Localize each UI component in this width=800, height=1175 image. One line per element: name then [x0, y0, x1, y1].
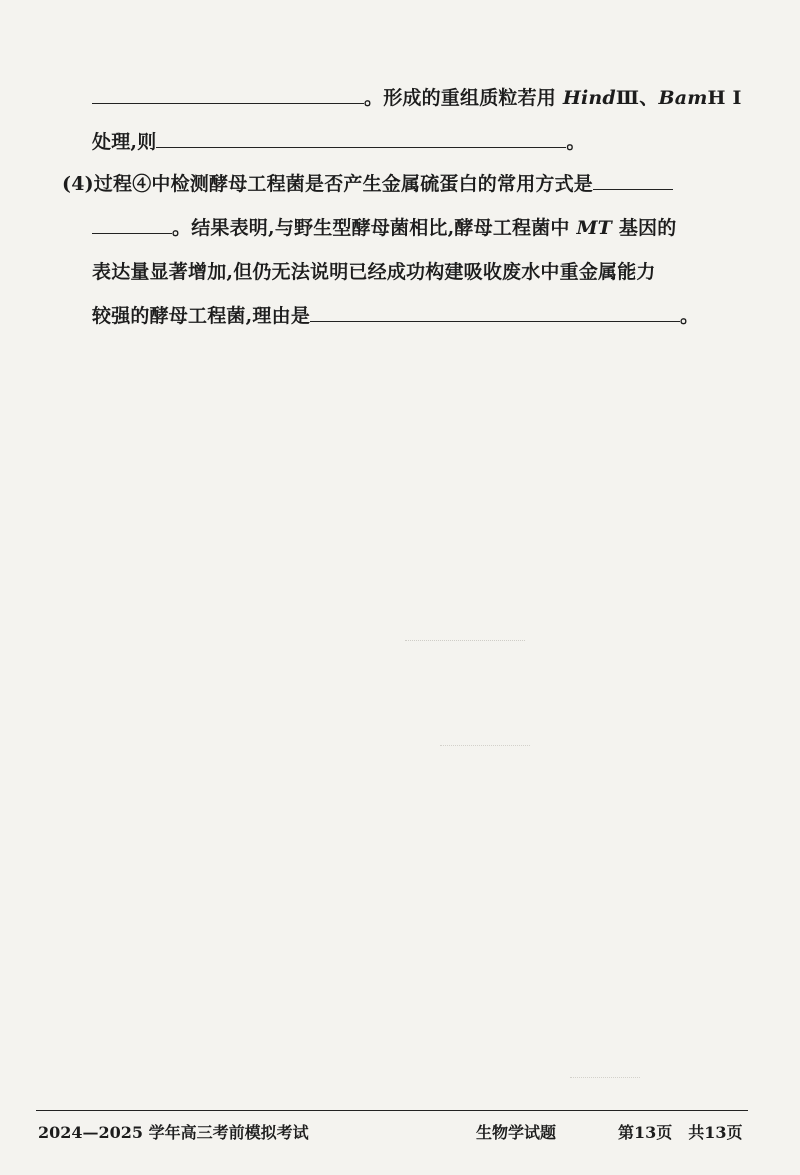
q4-line-4-prefix: 较强的酵母工程菌,理由是	[92, 305, 311, 327]
answer-blank[interactable]	[92, 85, 364, 104]
q3-line-1-text: 。形成的重组质粒若用	[364, 87, 563, 109]
separator: 、	[639, 87, 659, 109]
q4-line-4-suffix: 。	[680, 305, 700, 327]
enzyme-hind-num: Ⅲ	[615, 87, 640, 109]
footer-exam-title: 2024—2025 学年高三考前模拟考试	[38, 1123, 309, 1142]
gene-mt: MT	[576, 217, 613, 239]
q3-line-2-suffix: 。	[566, 131, 586, 153]
answer-blank[interactable]	[593, 171, 673, 190]
q4-line-1-text: (4)过程④中检测酵母工程菌是否产生金属硫蛋白的常用方式是	[62, 173, 594, 195]
q4-line-2	[92, 214, 676, 242]
q4-line-4	[92, 302, 699, 330]
enzyme-bam: Bam	[658, 87, 708, 109]
answer-blank[interactable]	[92, 215, 172, 234]
q3-line-2-prefix: 处理,则	[92, 131, 157, 153]
q4-line-1	[62, 170, 673, 198]
footer-page-number: 第13页 共13页	[618, 1123, 743, 1142]
enzyme-hind: Hind	[562, 87, 616, 109]
q4-line-3-text: 表达量显著增加,但仍无法说明已经成功构建吸收废水中重金属能力	[92, 261, 656, 283]
footer-subject: 生物学试题	[476, 1123, 557, 1142]
q3-line-1	[92, 84, 742, 112]
footer-rule	[36, 1110, 748, 1111]
q4-line-2-text: 。结果表明,与野生型酵母菌相比,酵母工程菌中	[172, 217, 577, 239]
bleed-through-mark	[440, 745, 530, 746]
q4-line-3	[92, 258, 656, 286]
enzyme-bam-tail: H Ⅰ	[707, 87, 742, 109]
answer-blank[interactable]	[310, 303, 680, 322]
answer-blank[interactable]	[156, 129, 566, 148]
bleed-through-mark	[405, 640, 525, 641]
q4-line-2-tail: 基因的	[612, 217, 677, 239]
q3-line-2	[92, 128, 586, 156]
bleed-through-mark	[570, 1077, 640, 1078]
